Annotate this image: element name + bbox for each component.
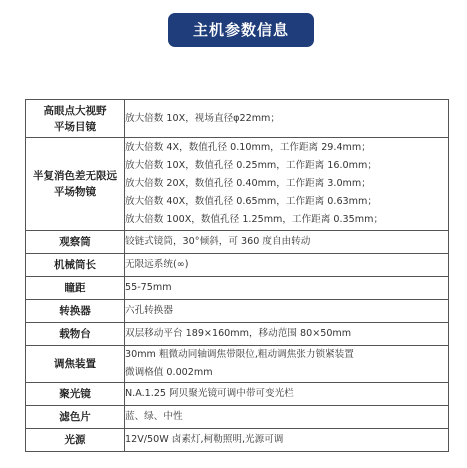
spec-row [26,406,449,429]
spec-label-line: 平场目镜 [54,120,96,133]
spec-value-line: N.A.1.25 阿贝聚光镜可调中带可变光栏 [125,388,294,399]
spec-row [26,231,449,254]
spec-value-line: 放大倍数 10X，数值孔径 0.25mm，工作距离 16.0mm； [125,160,377,171]
spec-label-line: 高眼点大视野 [43,104,107,117]
spec-value [125,254,449,277]
spec-value-line: 55-75mm [125,282,172,293]
spec-value-line: 双层移动平台 189×160mm，移动范围 80×50mm [125,328,352,339]
spec-label [26,429,125,452]
spec-label-line: 聚光镜 [59,388,91,400]
spec-label-line: 载物台 [59,328,91,340]
spec-label [26,138,125,231]
spec-value-line: 微调格值 0.002mm [125,367,213,378]
spec-label-line: 半复消色差无限远 [33,170,117,182]
spec-value [125,323,449,346]
spec-label [26,100,125,138]
spec-label-line: 调焦装置 [54,358,96,370]
spec-value-line: 放大倍数 10X，视场直径φ22mm； [125,112,280,124]
spec-label-line: 转换器 [59,305,91,317]
spec-label [26,323,125,346]
spec-label [26,254,125,277]
spec-value-line: 放大倍数 4X，数值孔径 0.10mm，工作距离 29.4mm； [125,142,371,153]
spec-label [26,346,125,383]
spec-value-line: 无限远系统(∞) [125,259,189,270]
spec-value [125,231,449,254]
spec-table-body [26,100,449,452]
spec-row [26,323,449,346]
spec-row [26,300,449,323]
spec-value [125,277,449,300]
spec-row [26,100,449,138]
spec-row [26,429,449,452]
spec-label-line: 光源 [64,434,86,446]
spec-value-line: 铰链式镜筒，30°倾斜，可 360 度自由转动 [125,236,311,247]
spec-label-line: 平场物镜 [54,186,96,198]
spec-label [26,231,125,254]
spec-label-line: 机械筒长 [54,259,96,271]
spec-label [26,277,125,300]
spec-value [125,138,449,231]
spec-label [26,300,125,323]
spec-value-line: 六孔转换器 [125,305,173,316]
spec-row [26,383,449,406]
spec-row [26,254,449,277]
spec-label [26,406,125,429]
spec-value [125,100,449,138]
spec-table [25,99,449,452]
spec-value-line: 30mm 粗微动同轴调焦带限位,粗动调焦张力锁紧装置 [125,349,354,360]
spec-label-line: 观察筒 [59,236,91,248]
spec-row [26,138,449,231]
spec-value-line: 蓝、绿、中性 [125,411,183,422]
spec-value [125,346,449,383]
spec-value-line: 放大倍数 20X，数值孔径 0.40mm，工作距离 3.0mm； [125,178,371,189]
spec-value [125,300,449,323]
spec-value-line: 放大倍数 100X，数值孔径 1.25mm，工作距离 0.35mm； [125,214,384,225]
spec-row [26,277,449,300]
page-title: 主机参数信息 [168,13,314,47]
spec-label-line: 瞳距 [64,282,86,294]
spec-row [26,346,449,383]
spec-label-line: 滤色片 [59,411,91,423]
spec-label [26,383,125,406]
spec-value-line: 放大倍数 40X，数值孔径 0.65mm，工作距离 0.63mm； [125,196,377,207]
spec-value [125,406,449,429]
spec-value [125,429,449,452]
spec-value [125,383,449,406]
spec-value-line: 12V/50W 卤素灯,柯勒照明,光源可调 [125,434,284,445]
